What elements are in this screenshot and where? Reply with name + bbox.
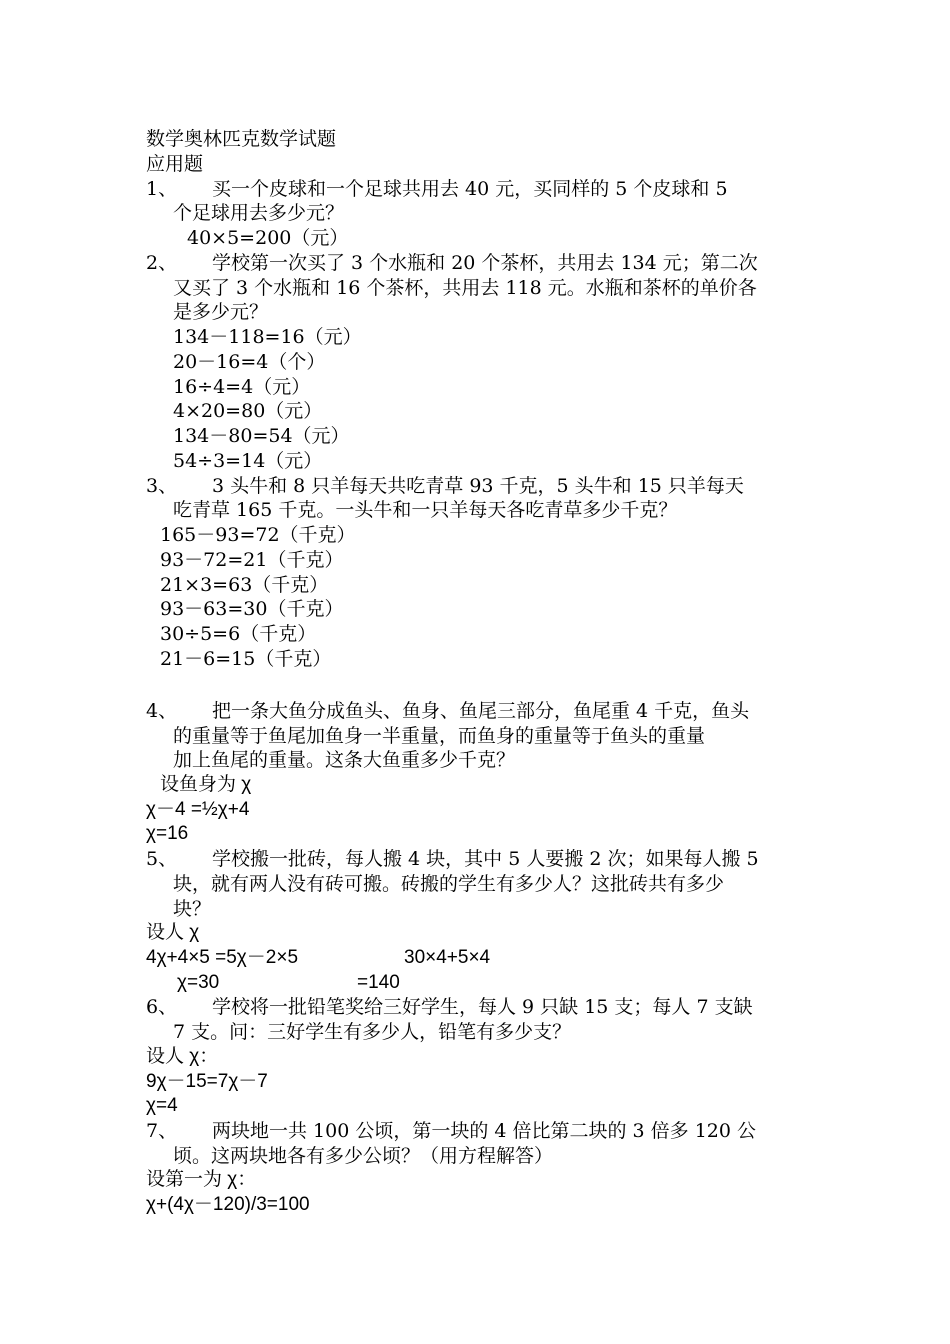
question-line: 又买了 3 个水瓶和 16 个茶杯，共用去 118 元。水瓶和茶杯的单价各	[173, 277, 757, 299]
question-line: 7 支。问：三好学生有多少人，铅笔有多少支？	[173, 1021, 572, 1043]
answer-line: 设鱼身为 χ	[160, 774, 252, 795]
answer-line: χ=30	[177, 972, 220, 993]
problem-number: 1、	[146, 178, 178, 200]
problem-number: 3、	[146, 475, 178, 497]
problem-number: 7、	[146, 1120, 178, 1142]
question-line: 买一个皮球和一个足球共用去 40 元，买同样的 5 个皮球和 5	[212, 178, 728, 200]
question-line: 吃青草 165 千克。一头牛和一只羊每天各吃青草多少千克？	[173, 499, 678, 521]
answer-line: χ+(4χ－120)/3=100	[146, 1194, 310, 1215]
answer-line: χ=4	[146, 1095, 178, 1116]
answer-line: 20－16=4（个）	[173, 351, 326, 373]
answer-line: χ－4 =½χ+4	[146, 799, 250, 820]
answer-line: 9χ－15=7χ－7	[146, 1071, 268, 1092]
question-line: 是多少元？	[173, 301, 269, 323]
answer-line: 设人 χ：	[146, 1046, 219, 1067]
question-line: 学校搬一批砖，每人搬 4 块，其中 5 人要搬 2 次；如果每人搬 5	[212, 848, 759, 870]
answer-line: 93－72=21（千克）	[160, 549, 344, 571]
question-line: 把一条大鱼分成鱼头、鱼身、鱼尾三部分，鱼尾重 4 千克，鱼头	[212, 700, 750, 722]
answer-line: 30÷5=6（千克）	[160, 623, 317, 645]
problem-number: 6、	[146, 996, 178, 1018]
question-line: 的重量等于鱼尾加鱼身一半重量，而鱼身的重量等于鱼头的重量	[173, 725, 706, 747]
problem-number: 5、	[146, 848, 178, 870]
question-line: 学校将一批铅笔奖给三好学生，每人 9 只缺 15 支；每人 7 支缺	[212, 996, 753, 1018]
answer-line: 165－93=72（千克）	[160, 524, 356, 546]
problem-number: 2、	[146, 252, 178, 274]
answer-line: 134－80=54（元）	[173, 425, 350, 447]
answer-line: 21－6=15（千克）	[160, 648, 332, 670]
answer-line: 54÷3=14（元）	[173, 450, 323, 472]
answer-line: 设第一为 χ：	[146, 1169, 257, 1190]
question-line: 块？	[173, 898, 212, 920]
question-line: 个足球用去多少元？	[173, 202, 345, 224]
question-line: 块，就有两人没有砖可搬。砖搬的学生有多少人？这批砖共有多少	[173, 873, 725, 895]
question-line: 顷。这两块地各有多少公顷？（用方程解答）	[173, 1145, 554, 1167]
answer-line: 设人 χ	[146, 922, 200, 943]
answer-line: 40×5=200（元）	[187, 227, 349, 249]
question-line: 两块地一共 100 公顷，第一块的 4 倍比第二块的 3 倍多 120 公	[212, 1120, 757, 1142]
question-line: 学校第一次买了 3 个水瓶和 20 个茶杯，共用去 134 元；第二次	[212, 252, 758, 274]
question-line: 3 头牛和 8 只羊每天共吃青草 93 千克，5 头牛和 15 只羊每天	[212, 475, 744, 497]
answer-line: 134－118=16（元）	[173, 326, 362, 348]
section-heading: 应用题	[146, 153, 204, 175]
answer-line: χ=16	[146, 823, 189, 844]
problem-number: 4、	[146, 700, 178, 722]
answer-line: 16÷4=4（元）	[173, 376, 311, 398]
answer-line: 4×20=80（元）	[173, 400, 323, 422]
answer-line: 21×3=63（千克）	[160, 574, 329, 596]
question-line: 加上鱼尾的重量。这条大鱼重多少千克？	[173, 749, 516, 771]
document-title: 数学奥林匹克数学试题	[146, 128, 337, 150]
answer-line: 30×4+5×4	[404, 947, 491, 968]
answer-line: 4χ+4×5 =5χ－2×5	[146, 947, 299, 968]
answer-line: 93－63=30（千克）	[160, 598, 344, 620]
answer-line: =140	[357, 972, 400, 993]
